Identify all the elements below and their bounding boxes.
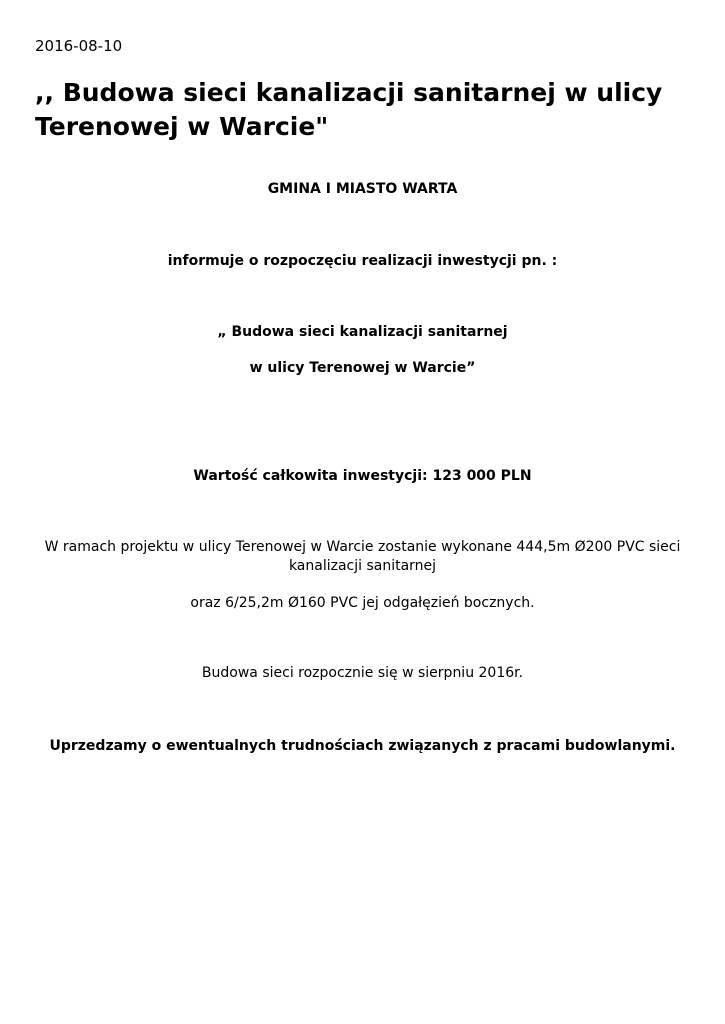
project-description: W ramach projektu w ulicy Terenowej w Warcie zostanie wykonane 444,5m Ø200 PVC sieci kanalizacji sanitarnej bbox=[44, 539, 681, 574]
project-description-continued: oraz 6/25,2m Ø160 PVC jej odgałęzień bocznych. bbox=[190, 595, 535, 611]
page-title: ,, Budowa sieci kanalizacji sanitarnej w ulicy Terenowej w Warcie" bbox=[35, 78, 663, 141]
construction-start-info: Budowa sieci rozpocznie się w sierpniu 2016r. bbox=[201, 665, 524, 681]
total-investment-value: Wartość całkowita inwestycji: 123 000 PLN bbox=[193, 468, 532, 484]
organization-name: GMINA I MIASTO WARTA bbox=[267, 181, 458, 197]
publication-date: 2016-08-10 bbox=[35, 37, 123, 55]
warning-notice: Uprzedzamy o ewentualnych trudnościach związanych z pracami budowlanymi. bbox=[49, 738, 676, 754]
announcement-text: informuje o rozpoczęciu realizacji inwestycji pn. : bbox=[167, 253, 558, 269]
project-name-line-2: w ulicy Terenowej w Warcie” bbox=[249, 360, 476, 376]
project-name-line-1: „ Budowa sieci kanalizacji sanitarnej bbox=[217, 324, 508, 340]
